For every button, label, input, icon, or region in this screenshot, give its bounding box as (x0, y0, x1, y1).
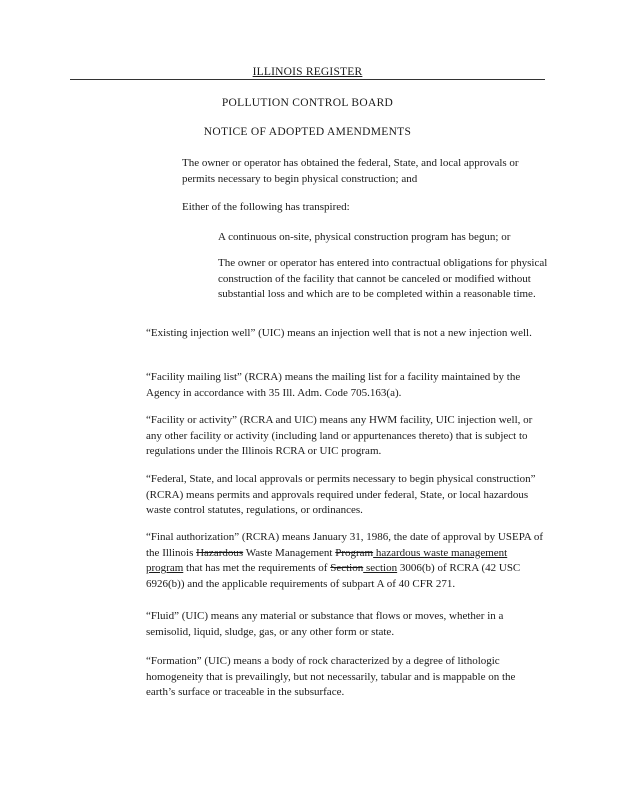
register-header (70, 66, 545, 78)
definition-existing-injection-well: “Existing injection well” (UIC) means an injection well that is not a new injection well. (146, 327, 532, 339)
register-title: ILLINOIS REGISTER (252, 66, 363, 78)
board-heading: POLLUTION CONTROL BOARD (221, 97, 394, 109)
inserted-text-section: section (363, 562, 398, 574)
definition-final-authorization (146, 530, 546, 592)
header-rule (70, 79, 545, 80)
paragraph-contractual: The owner or operator has entered into contractual obligations for physical construction of the facility that cannot be canceled or modified without substantial loss and which are to be completed within a reasonable time. (218, 257, 548, 300)
definition-approvals-permits: “Federal, State, and local approvals or permits necessary to begin physical construction” (RCRA) means permits and approvals required under federal, State, or local hazardous waste control statutes, regulations, or ordinances. (146, 473, 536, 516)
definition-facility-mailing-list: “Facility mailing list” (RCRA) means the mailing list for a facility maintained by the Agency in accordance with 35 Ill. Adm. Code 705.163(a). (146, 371, 521, 399)
deleted-text-program: Program (335, 546, 374, 559)
inserted-text-hazardous-waste-program: hazardous waste management program (146, 546, 508, 574)
final-auth-text-3: that has met the requirements of (183, 562, 331, 574)
definition-fluid: “Fluid” (UIC) means any material or substance that flows or moves, whether in a semisolid, liquid, sludge, gas, or any other form or state. (146, 610, 504, 638)
final-auth-text-4: 3006(b) of RCRA (42 USC 6926(b)) and the applicable requirements of subpart A of 40 CFR 271. (146, 562, 521, 590)
final-auth-text-2: Waste Management (243, 546, 336, 559)
deleted-text-hazardous: Hazardous (196, 546, 244, 559)
notice-heading: NOTICE OF ADOPTED AMENDMENTS (203, 126, 412, 138)
final-auth-text-1: “Final authorization” (RCRA) means January 31, 1986, the date of approval by USEPA of the Illinois (146, 531, 544, 559)
paragraph-either: Either of the following has transpired: (182, 201, 350, 213)
deleted-text-section: Section (330, 562, 364, 574)
definition-facility-or-activity: “Facility or activity” (RCRA and UIC) means any HWM facility, UIC injection well, or any other facility or activity (including land or appurtenances thereto) that is subject to regulations under the Illinois RCRA or UIC program. (146, 414, 533, 457)
definition-formation: “Formation” (UIC) means a body of rock characterized by a degree of lithologic homogeneity that is prevailingly, but not necessarily, tabular and is mappable on the earth’s surface or traceable in the subsurface. (146, 655, 516, 698)
paragraph-approvals: The owner or operator has obtained the federal, State, and local approvals or permits necessary to begin physical construction; and (182, 157, 519, 185)
paragraph-continuous: A continuous on-site, physical construction program has begun; or (218, 231, 511, 243)
